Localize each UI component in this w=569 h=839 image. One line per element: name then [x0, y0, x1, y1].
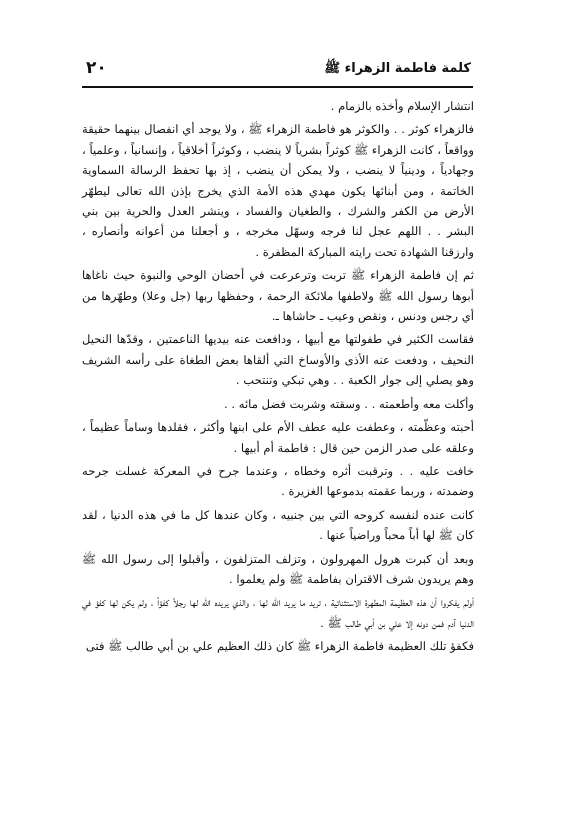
paragraph: انتشار الإسلام وأخذه بالزمام . [330, 99, 474, 113]
body-text [82, 96, 474, 660]
paragraph: كانت عنده لنفسه كروحه التي بين جنبيه ، وكان عندها كل ما في هذه الدنيا ، لقد كان ﷺ لها أباً محباً وراضياً عنها . [82, 507, 474, 543]
header-rule [82, 86, 473, 88]
paragraph: وبعد أن كبرت هرول المهرولون ، وتزلف المتزلفون ، وأقبلوا إلى رسول الله ﷺ وهم يريدون شرف الاقتران بفاطمة ﷺ ولم يعلموا . [82, 551, 474, 586]
paragraph: فالزهراء كوثر . . والكوثر هو فاطمة الزهراء ﷺ ، ولا يوجد أي انفصال بينهما حقيقة وواقعاً ، كانت الزهراء ﷺ كوثراً بشرياً لا ينضب ، وكوثراً أخلاقياً ، وإنسانياً ، وعلمياً ، وجهادياً ، ودينياً لا ينضب ، ولا يمكن أن ينضب ، إذ بها تحفظ الرسالة السماوية الخاتمة ، ومن أبنائها يكون مهدي هذه الأمة الذي يخرج بإذن الله تعالى ليطهّر الأرض من الكفر والشرك ، والطغيان والفساد ، وينشر العدل والحرية بين بني البشر . . اللهم عجل لنا فرجه وسهّل مخرجه ، و أجعلنا من أعوانه وأنصاره ، وارزقنا الشهادة تحت رايته المباركة المظفرة . [82, 122, 474, 259]
paragraph: أولم يفكروا أن هذه العظيمة المطهرة الاستثنائية ، تريد ما يريد الله لها ، والذي يريده الله لها رجلاً كفؤاً ، ولم يكن لها كفؤ في الدنيا آدم فمن دونه إلا علي بن أبي طالب ﷺ . [82, 595, 474, 630]
paragraph: خافت عليه . . وترقبت أثره وخطاه ، وعندما جرح في المعركة غسلت جرحه وضمدته ، وربما عقمته بدموعها الغزيرة . [82, 463, 474, 499]
running-title: كلمة فاطمة الزهراء ﷺ [324, 61, 471, 76]
paragraph: أحبته وعظّمته ، وعطفت عليه عطف الأم على ابنها وأكثر ، فقلدها وساماً عظيماً ، وعلقه على صدر الزمن حين قال : فاطمة أم أبيها . [82, 420, 474, 455]
paragraph: فكفؤ تلك العظيمة فاطمة الزهراء ﷺ كان ذلك العظيم علي بن أبي طالب ﷺ فتى [85, 639, 474, 654]
page-number: ٢٠ [86, 58, 107, 78]
running-header [86, 58, 471, 80]
paragraph: ثم إن فاطمة الزهراء ﷺ تربت وترعرعت في أحضان الوحي والنبوة حيث ناغاها أبوها رسول الله ﷺ ولاطفها ملائكة الرحمة ، وحفظها ربها (جل وعلا) وطهّرها من أي رجس ودنس ، ونقص وعيب ـ حاشاها ـ. [82, 268, 474, 324]
paragraph: وأكلت معه وأطعمته . . وسقته وشربت فضل مائه . . [223, 396, 474, 411]
paragraph: فقاست الكثير في طفولتها مع أبيها ، ودافعت عنه بيديها الناعمتين ، وقدّها النحيل النحيف ، ودفعت عنه الأذى والأوساخ التي ألقاها بعض الطغاة على رأسه الشريف وهو يصلي إلى جوار الكعبة . . وهي تبكي وتنتحب . [82, 332, 474, 388]
